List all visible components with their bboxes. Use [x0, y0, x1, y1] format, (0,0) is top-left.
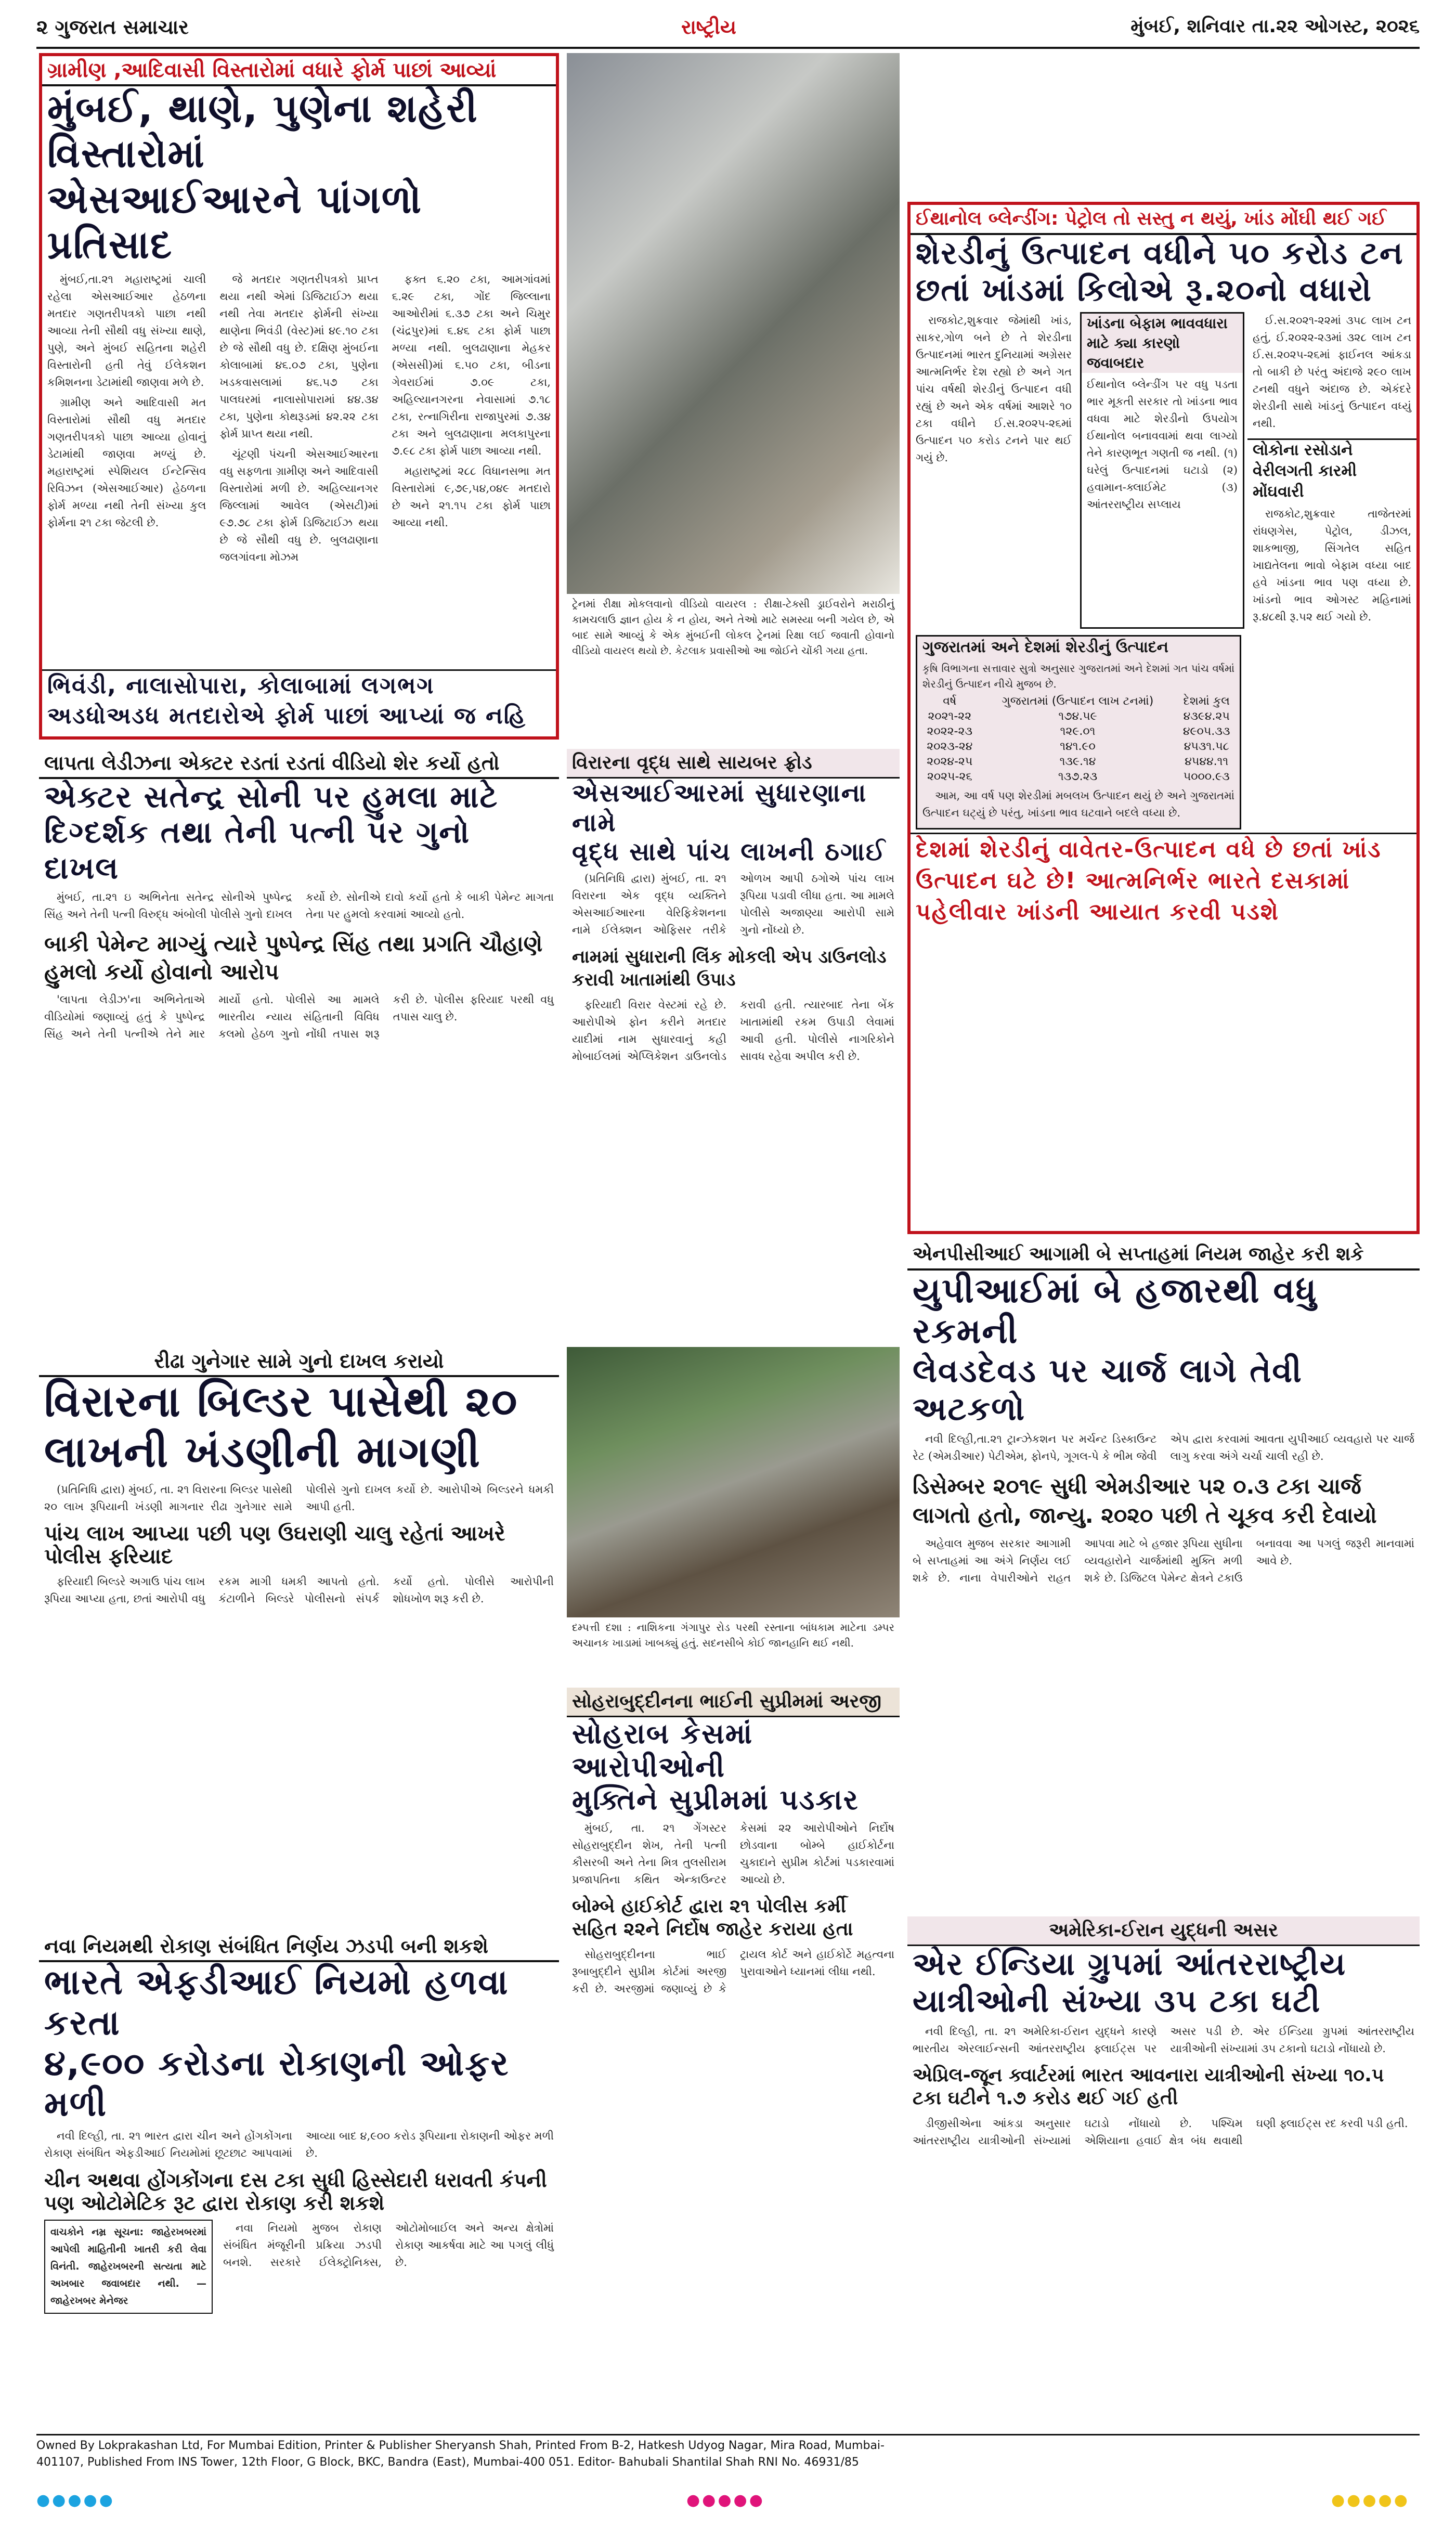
news-photo — [567, 53, 900, 594]
article-body — [907, 1428, 1420, 1470]
paragraph: જે મતદાર ગણતરીપત્રકો પ્રાપ્ત થયા નથી એમાં ડિજિટાઈઝ થયા નથી તેવા મતદાર ફોર્મની સંખ્યા થાણેના ભિવંડી (વેસ્ટ)માં ૪૯.૧૦ ટકા છે જે સૌથી વધુ છે. દક્ષિણ મુંબઈના કોલાબામાં ૪૬.૦૭ ટકા, પુણેના ખડકવાસલામાં ૪૬.૫૭ ટકા પાલઘરમાં નાલાસોપારામાં ૪૪.૩૪ ટકા, પુણેના કોથરૂડમાં ૪૨.૨૨ ટકા ફોર્મ પ્રાપ્ત થયા નથી. — [219, 273, 379, 440]
article-subheadline: પાંચ લાખ આપ્યા પછી પણ ઉઘરાણી ચાલુ રહેતાં આખરે પોલીસ ફરિયાદ — [44, 1521, 505, 1569]
table-cell: ૧૨૯.૦૧ — [1060, 724, 1096, 738]
headline-line1: એસઆઈઆરમાં સુધારણાના નામે — [572, 779, 867, 837]
headline-line1: યુપીઆઈમાં બે હજારથી વધુ રકમની — [913, 1271, 1318, 1351]
paragraph: મુંબઈ, તા.૨૧ ઇ અભિનેતા સતેન્દ્ર સોનીએ પુષ્પેન્દ્ર સિંહ અને તેની પત્ની વિરુદ્ધ અંબોલી પોલીસે ગુનો દાખલ કર્યો છે. સોનીએ દાવો કર્યો હતો કે બાકી પેમેન્ટ માગતા તેના પર હુમલો કરવામાં આવ્યો હતો. — [44, 891, 554, 921]
article-kicker: ઈથાનોલ બ્લેન્ડીંગ: પેટ્રોલ તો સસ્તુ ન થયું, ખાંડ મોંઘી થઈ ગઈ — [911, 205, 1416, 235]
headline-line1: વિરારના બિલ્ડર પાસેથી ૨૦ — [44, 1377, 518, 1427]
sugar-top-row — [911, 309, 1416, 632]
article-body — [39, 1478, 559, 1520]
article-body — [911, 309, 1077, 632]
headline-line2: લાખની ખંડણીની માગણી — [44, 1427, 481, 1477]
headline-line2: ૪,૯૦૦ કરોડના રોકાણની ઓફર મળી — [44, 2043, 510, 2124]
paragraph: 'લાપતા લેડીઝ'ના અભિનેતાએ વીડિયોમાં જણાવ્યું હતું કે પુષ્પેન્દ્ર સિંહ અને તેની પત્નીએ તેને માર માર્યો હતો. પોલીસે આ મામલે ભારતીય ન્યાય સંહિતાની વિવિધ કલમો હેઠળ ગુનો નોંધી તપાસ શરૂ કરી છે. પોલીસ ફરિયાદ પરથી વધુ તપાસ ચાલુ છે. — [44, 993, 554, 1041]
table-cell: ૪૩૯૪.૨૫ — [1183, 709, 1230, 723]
article-body — [39, 2124, 559, 2167]
headline-line2: વૃદ્ધ સાથે પાંચ લાખની ઠગાઈ — [572, 837, 886, 867]
sidebar-kicker: લોકોના રસોડાને વેરીલગતી કારમી મોંઘવારી — [1247, 438, 1416, 502]
article-body — [567, 1817, 900, 1893]
article-tail-headline: ભિવંડી, નાલાસોપારા, કોલાબામાં લગભગ અડધોઅડધ મતદારોએ ફોર્મ પાછાં આપ્યાં જ નહિ — [42, 669, 556, 731]
article-upi-charges — [907, 1240, 1420, 1909]
article-body — [42, 268, 556, 669]
photo-caption: દમ્પત્તી દશા : નાશિકના ગંગાપુર રોડ પરથી રસ્તાના બાંધકામ માટેના ડમ્પર અચાનક ખાડામાં ખાબક્યું હતું. સદનસીબે કોઈ જાનહાનિ થઈ નથી. — [572, 1621, 894, 1649]
article-sugar-prices — [907, 202, 1420, 1234]
article-body — [218, 2217, 559, 2317]
article-body — [567, 1943, 900, 2001]
table-row — [917, 724, 1240, 739]
paragraph: નવા નિયમો મુજબ રોકાણ સંબંધિત મંજૂરીની પ્રક્રિયા ઝડપી બનશે. સરકારે ઈલેક્ટ્રોનિક્સ, ઓટોમોબાઈલ અને અન્ય ક્ષેત્રોમાં રોકાણ આકર્ષવા માટે આ પગલું લીધું છે. — [223, 2221, 554, 2269]
page-number-title: ૨ ગુજરાત સમાચાર — [36, 16, 189, 38]
masthead-rule — [36, 47, 1420, 49]
paragraph: નવી દિલ્હી, તા. ૨૧ અમેરિકા-ઈરાન યુદ્ધને કારણે ભારતીય એરલાઈન્સની આંતરરાષ્ટ્રીય ફ્લાઈટ્સ પર અસર પડી છે. એર ઈન્ડિયા ગ્રુપમાં આંતરરાષ્ટ્રીય યાત્રીઓની સંખ્યામાં ૩૫ ટકાનો ઘટાડો નોંધાયો છે. — [913, 2025, 1414, 2055]
table-cell: ૨૦૨૨-૨૩ — [927, 724, 973, 738]
article-body — [1247, 309, 1416, 438]
paragraph: મહારાષ્ટ્રમાં ૨૮૮ વિધાનસભા મત વિસ્તારોમાં ૯,૭૯,૫૪,૦૪૯ મતદારો છે અને ૨૧.૧૫ ટકા ફોર્મ પાછા આવ્યા નથી. — [392, 465, 551, 529]
table-cell: ૨૦૨૩-૨૪ — [927, 740, 973, 753]
article-body — [907, 1532, 1420, 1590]
masthead — [36, 11, 1420, 43]
article-body — [917, 784, 1240, 828]
paragraph: અહેવાલ મુજબ સરકાર આગામી બે સપ્તાહમાં આ અંગે નિર્ણય લઈ શકે છે. નાના વેપારીઓને રાહત આપવા માટે બે હજાર રૂપિયા સુધીના વ્યવહારોને ચાર્જમાંથી મુક્તિ મળી શકે છે. ડિજિટલ પેમેન્ટ ક્ષેત્રને ટકાઉ બનાવવા આ પગલું જરૂરી માનવામાં આવે છે. — [913, 1537, 1414, 1585]
article-subheadline: બાકી પેમેન્ટ માગ્યું ત્યારે પુષ્પેન્દ્ર સિંહ તથા પ્રગતિ ચૌહાણે હુમલો કર્યો હોવાનો આરોપ — [44, 931, 543, 985]
article-tail-headline: દેશમાં શેરડીનું વાવેતર-ઉત્પાદન વધે છે છતાં ખાંડ ઉત્પાદન ઘટે છે! આત્મનિર્ભર ભારતે દસકામાં પહેલીવાર ખાંડની આયાત કરવી પડશે — [911, 833, 1416, 928]
article-body — [567, 993, 900, 1070]
section-title: રાષ્ટ્રીય — [681, 16, 736, 38]
paragraph: ગ્રામીણ અને આદિવાસી મત વિસ્તારોમાં સૌથી વધુ મતદાર ગણતરીપત્રકો પાછા આવ્યા હોવાનું ડેટામાંથી જાણવા મળ્યું છે. મહારાષ્ટ્રમાં સ્પેશિયલ ઈન્ટેન્સિવ રિવિઝન (એસઆઈઆર) હેઠળના ફોર્મ મળ્યા નથી તેની સંખ્યા કુલ ફોર્મના ૨૧ ટકા જેટલી છે. — [47, 396, 206, 529]
sidebar-box-title: ખાંડના બેફામ ભાવવધારા માટે ક્યા કારણો જવાબદાર — [1082, 314, 1243, 373]
table-row — [917, 739, 1240, 754]
reader-notice: વાચકોને નમ્ર સૂચના: જાહેરખબરમાં આપેલી માહિતીની ખાતરી કરી લેવા વિનંતી. જાહેરખબરની સત્યતા માટે અખબાર જવાબદાર નથી. — જાહેરખબર મેનેજર — [44, 2220, 213, 2314]
imprint-line2: 401107, Published From INS Tower, 12th Floor, G Block, BKC, Bandra (East), Mumbai-400 051. Editor- Bahubali Shantilal Shah RNI No. 46931/85 — [36, 2456, 859, 2469]
article-subheadline: નામમાં સુધારાની લિંક મોકલી એપ ડાઉનલોડ કરાવી ખાતામાંથી ઉપાડ — [572, 946, 887, 990]
headline-line2: મુક્તિને સુપ્રીમમાં પડકાર — [572, 1783, 859, 1817]
photo-caption: ટ્રેનમાં રીક્ષા મોકલવાનો વીડિયો વાયરલ : રીક્ષા-ટેક્સી ડ્રાઈવરોને મરાઠીનું કામચલાઉ જ્ઞાન હોય કે ન હોય, અને તેઓ માટે સમસ્યા બની ગયેલ છે, એ બાદ સામે આવ્યું કે એક મુંબઈની લોકલ ટ્રેનમાં રિક્ષા લઈ જવાતી હોવાનો વીડિયો વાયરલ થયો છે. કેટલાક પ્રવાસીઓ આ જોઈને ચોંકી ગયા હતા. — [572, 598, 894, 657]
photo-dumper — [567, 1347, 900, 1680]
article-body — [567, 867, 900, 943]
article-kicker: અમેરિકા-ઈરાન યુદ્ધની અસર — [907, 1916, 1420, 1946]
headline-line1: એર ઈન્ડિયા ગ્રુપમાં આંતરરાષ્ટ્રીય — [913, 1946, 1346, 1982]
imprint-footer — [36, 2434, 1420, 2470]
table-note: કૃષિ વિભાગના સત્તાવાર સુત્રો અનુસાર ગુજરાતમાં અને દેશમાં ગત પાંચ વર્ષમાં શેરડીનું ઉત્પાદન નીચે મુજબ છે. — [922, 662, 1234, 690]
edition-date: મુંબઈ, શનિવાર તા.૨૨ ઓગસ્ટ, ૨૦૨૬ — [1130, 16, 1420, 37]
headline-line2: લેવડદેવડ પર ચાર્જ લાગે તેવી અટકળો — [913, 1351, 1303, 1428]
article-body — [907, 2020, 1420, 2062]
article-body — [39, 1570, 559, 1612]
headline-line2: દિગ્દર્શક તથા તેની પત્ની પર ગુનો દાખલ — [44, 814, 471, 886]
headline-line1: એક્ટર સતેન્દ્ર સોની પર હુમલા માટે — [44, 779, 499, 814]
paragraph: રાજકોટ,શુક્રવાર તાજેતરમાં રાંધણગેસ, પેટ્રોલ, ડીઝલ, શાકભાજી, સિંગતેલ સહિત ખાદ્યતેલના ભાવો બેફામ વધ્યા બાદ હવે ખાંડના ભાવ પણ વધ્યા છે. ખાંડનો ભાવ ઓગસ્ટ મહિનામાં રૂ.૪૮થી રૂ.૫૨ થઈ ગયો છે. — [1253, 507, 1411, 623]
headline-line2: છતાં ખાંડમાં કિલોએ રૂ.૨૦નો વધારો — [916, 271, 1372, 308]
article-kicker: એનપીસીઆઈ આગામી બે સપ્તાહમાં નિયમ જાહેર કરી શકે — [907, 1240, 1420, 1271]
headline-line2: એસઆઈઆરને પાંગળો પ્રતિસાદ — [47, 177, 422, 267]
table-cell: ૪૫૩૧.૫૮ — [1184, 740, 1229, 753]
headline-line1: ભારતે એફડીઆઈ નિયમો હળવા કરતા — [44, 1962, 509, 2043]
article-subheadline: એપ્રિલ-જૂન ક્વાર્ટરમાં ભારત આવનારા યાત્રીઓની સંખ્યા ૧૦.૫ ટકા ઘટીને ૧.૭ કરોડ થઈ ગઈ હતી — [913, 2064, 1384, 2109]
table-cell: ૨૦૨૫-૨૬ — [927, 770, 972, 783]
table-header-cell: દેશમાં કુલ — [1183, 694, 1230, 708]
sugar-production-table-box — [916, 635, 1241, 830]
table-row — [917, 769, 1240, 784]
article-sohrab-case — [567, 1688, 900, 2416]
paragraph: સોહરાબુદ્દીનના ભાઈ રૂબાબુદ્દીને સુપ્રીમ કોર્ટમાં અરજી કરી છે. અરજીમાં જણાવ્યું છે કે ટ્રાયલ કોર્ટ અને હાઈકોર્ટે મહત્વના પુરાવાઓને ધ્યાનમાં લીધા નથી. — [572, 1948, 894, 1995]
table-title: ગુજરાતમાં અને દેશમાં શેરડીનું ઉત્પાદન — [922, 638, 1168, 656]
table-row — [917, 754, 1240, 769]
sidebar-box — [1080, 312, 1244, 629]
article-subheadline: બોમ્બે હાઈકોર્ટ દ્વારા ૨૧ પોલીસ કર્મી સહિત ૨૨ને નિર્દોષ જાહેર કરાયા હતા — [572, 1896, 853, 1940]
paragraph: ઈ.સ.૨૦૨૧-૨૨માં ૩૫૮ લાખ ટન હતું, ઈ.૨૦૨૨-૨૩માં ૩૨૮ લાખ ટન ઈ.સ.૨૦૨૫-૨૬માં ફાઈનલ આંકડા તો બાકી છે પરંતુ અંદાજે ૨૯૦ લાખ ટનથી વધુને અંદાજ છે. એકંદરે શેરડીની સાથે ખાંડનું ઉત્પાદન વધ્યું નથી. — [1253, 314, 1411, 430]
paragraph: નવી દિલ્હી,તા.૨૧ ટ્રાન્ઝેકશન પર મર્ચન્ટ ડિસ્કાઉન્ટ રેટ (એમડીઆર) પેટીએમ, ફોનપે, ગૂગલ-પે કે ભીમ જેવી એપ દ્વારા કરવામાં આવતા યુપીઆઈ વ્યવહારો પર ચાર્જ લાગુ કરવા અંગે ચર્ચા ચાલી રહી છે. — [913, 1433, 1414, 1463]
sidebar-box-body: ઈથાનોલ બ્લેન્ડીંગ પર વધુ પડતા ભાર મૂકતી સરકાર તો ખાંડના ભાવ વધવા માટે શેરડીનો ઉપયોગ ઈથાનોલ બનાવવામાં થવા લાગ્યો તેને કારણભૂત ગણતી જ નથી. (૧) ઘરેલું ઉત્પાદનમાં ઘટાડો (૨) હવામાન-ક્લાઈમેટ (૩) આંતરરાષ્ટ્રીય સપ્લાય — [1087, 378, 1238, 511]
table-cell: ૧૪૧.૯૦ — [1060, 740, 1096, 753]
sugar-production-table — [917, 694, 1240, 784]
table-cell: ૧૭૪.૫૯ — [1058, 709, 1097, 723]
table-cell: ૨૦૨૧-૨૨ — [928, 709, 972, 723]
article-kicker: લાપતા લેડીઝના એક્ટર રડતાં રડતાં વીડિયો શેર કર્યો હતો — [39, 749, 559, 779]
article-cyber-fraud — [567, 749, 900, 1339]
article-kicker: સોહરાબુદ્દીનના ભાઈની સુપ્રીમમાં અરજી — [567, 1688, 900, 1717]
registration-marks-center: ●●●●● — [686, 2491, 765, 2509]
paragraph: ડીજીસીએના આંકડા અનુસાર આંતરરાષ્ટ્રીય યાત્રીઓની સંખ્યામાં ઘટાડો નોંધાયો છે. પશ્ચિમ એશિયાના હવાઈ ક્ષેત્ર બંધ થવાથી ઘણી ફ્લાઈટ્સ રદ કરવી પડી હતી. — [913, 2117, 1408, 2147]
article-body — [907, 2112, 1420, 2153]
article-kicker: રીઢા ગુનેગાર સામે ગુનો દાખલ કરાયો — [39, 1347, 559, 1377]
paragraph: ફરિયાદી વિરાર વેસ્ટમાં રહે છે. આરોપીએ ફોન કરીને મતદાર યાદીમાં નામ સુધારવાનું કહી મોબાઈલમાં એપ્લિકેશન ડાઉનલોડ કરાવી હતી. ત્યારબાદ તેના બેંક ખાતામાંથી રકમ ઉપાડી લેવામાં આવી હતી. પોલીસે નાગરિકોને સાવધ રહેવા અપીલ કરી છે. — [572, 998, 894, 1062]
table-cell: ૪૫૪૪.૧૧ — [1185, 755, 1229, 768]
paragraph: મુંબઈ,તા.૨૧ મહારાષ્ટ્રમાં ચાલી રહેલા એસઆઈઆર હેઠળના મતદાર ગણતરીપત્રકો પાછા નથી આવ્યા તેની સૌથી વધુ સંખ્યા થાણે, પુણે, અને મુંબઈ સહિતના શહેરી વિસ્તારોની હતી તેવું ઈલેકશન કમિશનના ડેટામાંથી જાણવા મળે છે. — [47, 273, 206, 389]
imprint-line1: Owned By Lokprakashan Ltd, For Mumbai Edition, Printer & Publisher Sheryansh Shah, Printed From B-2, Hatkesh Udyog Nagar, Mira Road, Mumbai- — [36, 2439, 885, 2452]
paragraph: મુંબઈ, તા. ૨૧ ગેંગસ્ટર સોહરાબુદ્દીન શેખ, તેની પત્ની કૌસરબી અને તેના મિત્ર તુલસીરામ પ્રજાપતિના કથિત એન્કાઉન્ટર કેસમાં ૨૨ આરોપીઓને નિર્દોષ છોડવાના બોમ્બે હાઈકોર્ટના ચુકાદાને સુપ્રીમ કોર્ટમાં પડકારવામાં આવ્યો છે. — [572, 1822, 894, 1886]
paragraph: આમ, આ વર્ષ પણ શેરડીમાં મબલખ ઉત્પાદન થયું છે અને ગુજરાતમાં ઉત્પાદન ઘટ્યું છે પરંતુ, ખાંડના ભાવ ઘટવાને બદલે વધ્યા છે. — [922, 789, 1234, 819]
headline-line1: મુંબઈ, થાણે, પુણેના શહેરી વિસ્તારોમાં — [47, 86, 478, 177]
table-cell: ૪૯૦૫.૩૩ — [1182, 724, 1230, 738]
sugar-right-col — [1247, 309, 1416, 632]
article-kicker: નવા નિયમથી રોકાણ સંબંધિત નિર્ણય ઝડપી બની શકશે — [39, 1932, 559, 1962]
table-cell: ૧૩૭.૨૩ — [1058, 770, 1098, 783]
article-fdi — [39, 1932, 559, 2421]
article-sir-urban — [39, 53, 559, 740]
paragraph: નવી દિલ્હી, તા. ૨૧ ભારત દ્વારા ચીન અને હોંગકોંગના રોકાણ સંબંધિત એફડીઆઈ નિયમોમાં છૂટછાટ આપવામાં આવ્યા બાદ ૪,૯૦૦ કરોડ રૂપિયાના રોકાણની ઓફર મળી છે. — [44, 2129, 554, 2159]
table-row — [917, 709, 1240, 724]
registration-marks-left: ●●●●● — [36, 2491, 115, 2509]
article-body — [1247, 502, 1416, 632]
table-header-cell: ગુજરાતમાં (ઉત્પાદન લાખ ટનમાં) — [1002, 694, 1154, 708]
paragraph: ચૂંટણી પંચની એસઆઈઆરના વધુ સફળતા ગ્રામીણ અને આદિવાસી વિસ્તારોમાં મળી છે. અહિલ્યાનગર જિલ્લામાં આવેલ (એસટી)માં ૯૭.૭૮ ટકા ફોર્મ ડિજિટાઈઝ થયા છે જે સૌથી વધુ છે. બુલઢાણાના જલગાંવના મોઝમ — [219, 448, 379, 564]
article-subheadline: ચીન અથવા હોંગકોંગના દસ ટકા સુધી હિસ્સેદારી ધરાવતી કંપની પણ ઓટોમેટિક રૂટ દ્વારા રોકાણ કરી શકશે — [44, 2168, 547, 2214]
paragraph: (પ્રતિનિધિ દ્વારા) મુંબઈ, તા. ૨૧ વિરારના એક વૃદ્ધ વ્યક્તિને એસઆઈઆરના વેરિફિકેશનના નામે ઈલેક્શન ઓફિસર તરીકે ઓળખ આપી ઠગોએ પાંચ લાખ રૂપિયા પડાવી લીધા હતા. આ મામલે પોલીસે અજાણ્યા આરોપી સામે ગુનો નોંધ્યો છે. — [572, 872, 894, 936]
table-header-cell: વર્ષ — [943, 694, 957, 708]
paragraph: રાજકોટ,શુક્રવાર જેમાંથી ખાંડ, સાકર,ગોળ બને છે તે શેરડીના ઉત્પાદનમાં ભારત દુનિયામાં અગ્રેસર આત્મનિર્ભર દેશ રહ્યો છે અને ગત પાંચ વર્ષથી શેરડીનું ઉત્પાદન વધી રહ્યું છે અને એક વર્ષમાં આશરે ૧૦ ટકા વધીને ઈ.સ.૨૦૨૫-૨૬માં ઉત્પાદન ૫૦ કરોડ ટનને પાર થઈ ગયું છે. — [916, 314, 1072, 464]
article-subheadline: ડિસેમ્બર ૨૦૧૯ સુધી એમડીઆર ૫૨ ૦.૩ ટકા ચાર્જ લાગતો હતો, જાન્યુ. ૨૦૨૦ પછી તે ચૂકવ કરી દેવાયો — [913, 1473, 1377, 1528]
article-kicker: વિરારના વૃદ્ધ સાથે સાયબર ફ્રોડ — [567, 749, 900, 779]
article-kicker: ગ્રામીણ ,આદિવાસી વિસ્તારોમાં વધારે ફોર્મ પાછાં આવ્યાં — [42, 56, 556, 86]
table-cell: ૨૦૨૪-૨૫ — [927, 755, 973, 768]
paragraph: (પ્રતિનિધિ દ્વારા) મુંબઈ, તા. ૨૧ વિરારના બિલ્ડર પાસેથી ૨૦ લાખ રૂપિયાની ખંડણી માગનાર રીઢા ગુનેગાર સામે પોલીસે ગુનો દાખલ કર્યો છે. આરોપીએ બિલ્ડરને ધમકી આપી હતી. — [44, 1483, 554, 1513]
photo-rickshaw-train — [567, 53, 900, 745]
paragraph: ફરિયાદી બિલ્ડરે અગાઉ પાંચ લાખ રૂપિયા આપ્યા હતા, છતાં આરોપી વધુ રકમ માગી ધમકી આપતો હતો. કંટાળીને બિલ્ડરે પોલીસનો સંપર્ક કર્યો હતો. પોલીસે આરોપીની શોધખોળ શરૂ કરી છે. — [44, 1575, 554, 1605]
table-cell: ૧૩૯.૧૪ — [1059, 755, 1096, 768]
headline-line1: શેરડીનું ઉત્પાદન વધીને ૫૦ કરોડ ટન — [916, 235, 1404, 271]
article-builder-extortion — [39, 1347, 559, 1924]
article-body — [39, 988, 559, 1046]
table-cell: ૫૦૦૦.૯૩ — [1183, 770, 1230, 783]
registration-marks-right: ●●●●● — [1331, 2491, 1410, 2509]
headline-line1: સોહરાબ કેસમાં આરોપીઓની — [572, 1717, 753, 1783]
headline-line2: યાત્રીઓની સંખ્યા ૩૫ ટકા ઘટી — [913, 1982, 1321, 2019]
article-bottom — [39, 2217, 559, 2317]
paragraph: ફક્ત ૬.૨૦ ટકા, આમગાંવમાં ૬.૨૯ ટકા, ગોંદ જિલ્લાના આઓરીમાં ૬.૩૭ ટકા અને ચિમુર (ચંદ્રપુર)માં ૬.૪૬ ટકા ફોર્મ પાછા મળ્યા નથી. બુલઢાણાના મેહકર (એસસી)માં ૬.૫૦ ટકા, બીડના ગેવરાઈમાં ૭.૦૯ ટકા, અહિલ્યાનગરના નેવાસામાં ૭.૧૮ ટકા, રત્નાગિરીના રાજાપુરમાં ૭.૩૪ ટકા અને બુલઢાણાના મલકાપુરના ૭.૯૮ ટકા ફોર્મ પાછા આવ્યા નથી. — [392, 273, 551, 458]
article-actor-assault — [39, 749, 559, 1339]
article-air-india — [907, 1916, 1420, 2416]
article-body — [39, 886, 559, 928]
news-photo — [567, 1347, 900, 1617]
